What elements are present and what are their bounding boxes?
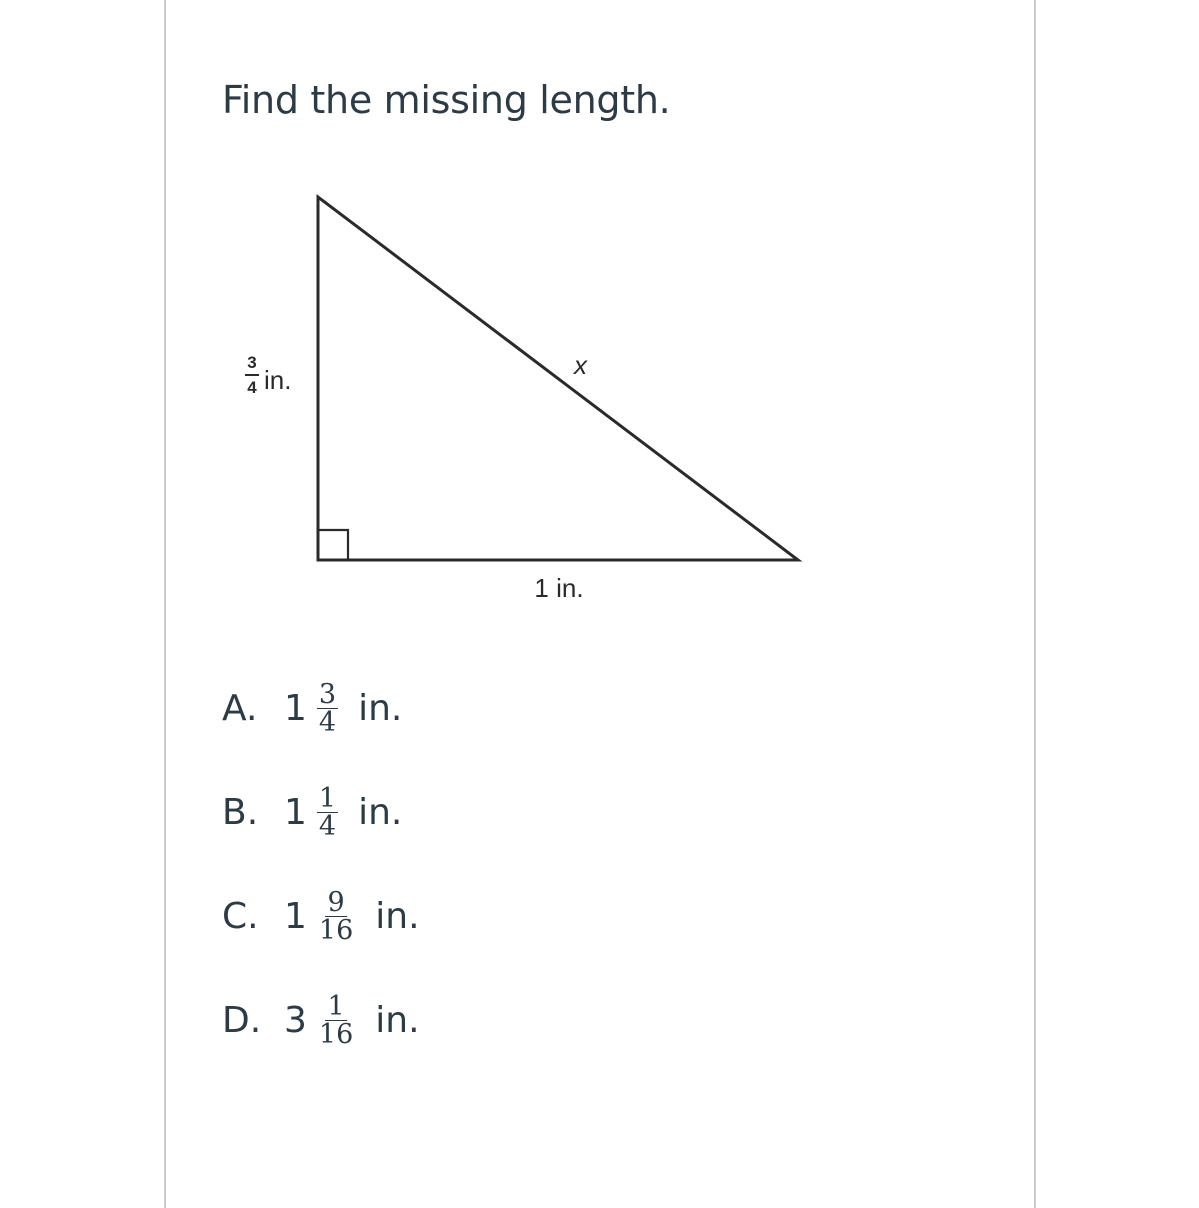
choice-whole-number: 1 <box>284 895 307 937</box>
choice-unit: in. <box>375 999 420 1041</box>
choice-fraction <box>317 678 338 738</box>
choice-unit: in. <box>358 791 403 833</box>
fraction-numerator: 9 <box>327 886 345 918</box>
triangle-diagram <box>200 180 840 620</box>
base-label: 1 in. <box>534 573 584 603</box>
choice-unit: in. <box>358 687 403 729</box>
fraction-numerator: 3 <box>318 678 337 710</box>
choice-fraction <box>317 782 338 842</box>
choice-letter: A. <box>222 687 258 729</box>
choice-letter: C. <box>222 895 259 937</box>
choice-letter: B. <box>222 791 259 833</box>
choice-c[interactable] <box>222 864 420 968</box>
choice-a[interactable] <box>222 656 420 760</box>
choice-d[interactable] <box>222 968 420 1072</box>
fraction-denominator: 16 <box>318 1018 354 1050</box>
right-angle-marker <box>318 530 348 560</box>
right-triangle <box>318 197 798 560</box>
side-label-numerator: 3 <box>247 353 257 372</box>
question-prompt: Find the missing length. <box>222 78 671 122</box>
fraction-denominator: 4 <box>318 810 337 842</box>
choice-fraction <box>317 886 355 946</box>
fraction-numerator: 1 <box>318 782 337 814</box>
choice-whole-number: 3 <box>284 999 307 1041</box>
choice-b[interactable] <box>222 760 420 864</box>
side-label-unit: in. <box>264 365 292 395</box>
triangle-figure <box>200 180 840 620</box>
choice-whole-number: 1 <box>284 687 307 729</box>
answer-choices <box>222 656 420 1072</box>
choice-fraction <box>317 990 355 1050</box>
choice-whole-number: 1 <box>284 791 307 833</box>
side-label-denominator: 4 <box>247 378 257 397</box>
fraction-denominator: 16 <box>318 914 354 946</box>
hypotenuse-label: x <box>574 350 587 380</box>
choice-letter: D. <box>222 999 262 1041</box>
choice-unit: in. <box>375 895 420 937</box>
fraction-numerator: 1 <box>327 990 345 1022</box>
fraction-denominator: 4 <box>318 706 337 738</box>
